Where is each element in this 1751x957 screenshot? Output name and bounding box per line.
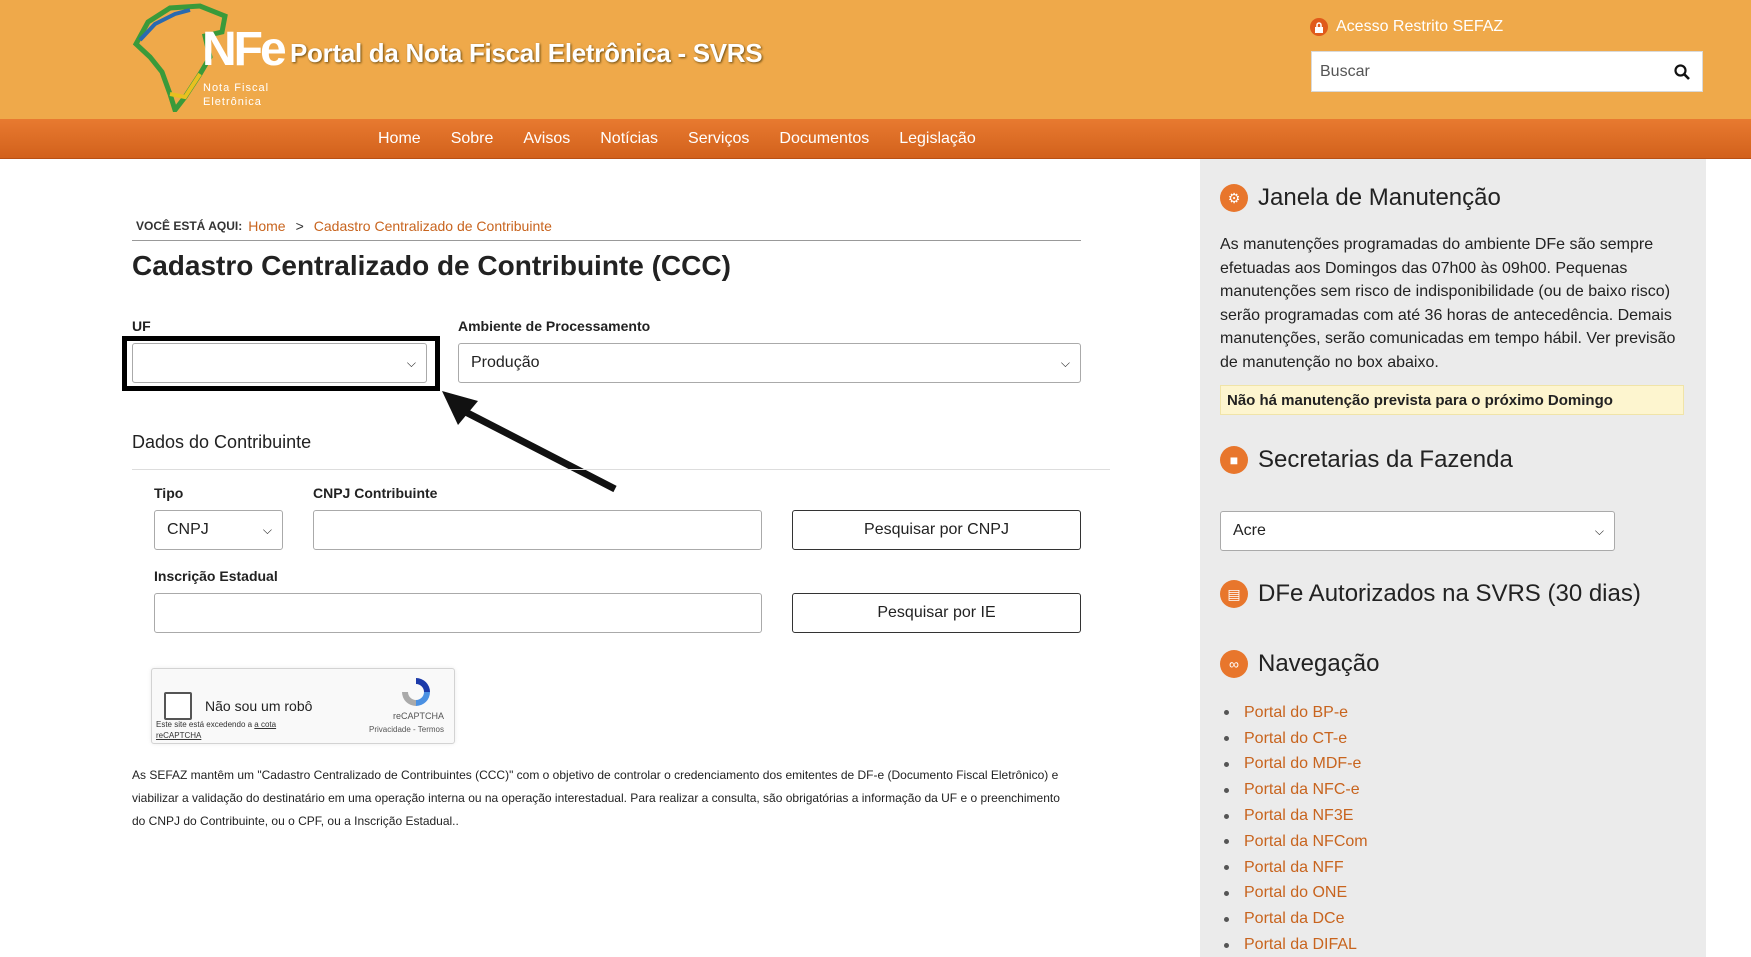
gear-icon: ⚙ <box>1220 184 1248 212</box>
ambiente-select[interactable] <box>458 343 1081 383</box>
nav-documentos[interactable]: Documentos <box>779 130 870 147</box>
site-header <box>0 0 1751 119</box>
site-title[interactable]: Portal da Nota Fiscal Eletrônica - SVRS <box>290 38 763 68</box>
secretarias-title: Secretarias da Fazenda <box>1258 446 1513 473</box>
tipo-label: Tipo <box>154 485 184 501</box>
dfe-heading[interactable] <box>1220 580 1641 608</box>
dfe-title: DFe Autorizados na SVRS (30 dias) <box>1258 580 1641 607</box>
chevron-down-icon: ⌵ <box>1060 355 1070 370</box>
secretarias-heading <box>1220 446 1513 474</box>
portal-one-link[interactable]: Portal do ONE <box>1244 884 1348 902</box>
link-icon: ∞ <box>1220 650 1248 678</box>
ambiente-select-value: Produção <box>471 354 540 371</box>
recaptcha-logo-icon <box>398 675 434 709</box>
search-cnpj-button[interactable]: Pesquisar por CNPJ <box>792 510 1081 550</box>
logo-subtitle-1: Nota Fiscal <box>203 82 270 94</box>
nav-sobre[interactable]: Sobre <box>450 130 494 147</box>
section-divider <box>132 469 1110 470</box>
list-item <box>1224 777 1368 803</box>
cnpj-label: CNPJ Contribuinte <box>313 485 438 501</box>
maintenance-note: Não há manutenção prevista para o próximo Domingo <box>1220 385 1684 415</box>
maintenance-title: Janela de Manutenção <box>1258 184 1501 211</box>
tipo-select[interactable] <box>154 510 283 550</box>
list-item <box>1224 726 1368 752</box>
tipo-select-value: CNPJ <box>167 521 209 538</box>
maintenance-heading <box>1220 184 1501 212</box>
search-ie-button[interactable]: Pesquisar por IE <box>792 593 1081 633</box>
portal-cte-link[interactable]: Portal do CT-e <box>1244 729 1348 747</box>
nav-servicos[interactable]: Serviços <box>688 130 750 147</box>
breadcrumb-home-link[interactable]: Home <box>248 218 286 234</box>
restricted-access-link[interactable] <box>1310 18 1503 36</box>
nav-avisos[interactable]: Avisos <box>523 130 571 147</box>
document-icon: ▤ <box>1220 580 1248 608</box>
portal-nfce-link[interactable]: Portal da NFC-e <box>1244 781 1360 799</box>
list-item <box>1224 752 1368 778</box>
ccc-description: As SEFAZ mantêm um "Cadastro Centralizado de Contribuintes (CCC)" com o objetivo de controlar o credenciamento dos emitentes de DF-e (Documento Fiscal Eletrônico) e viabilizar a validação do destinatário em uma operação interna ou na operação interestadual. Para realizar a consulta, são obrigatórias a informação da UF e o preenchimento do CNPJ do Contribuinte, ou o CPF, ou a Inscrição Estadual.. <box>132 768 1060 828</box>
portal-nff-link[interactable]: Portal da NFF <box>1244 858 1344 876</box>
maintenance-text: As manutenções programadas do ambiente DFe são sempre efetuadas aos Domingos das 07h00 às 09h00. Pequenas manutenções sem risco de indisponibilidade (ou de baixo risco) serão programadas com até 36 horas de antecedência. Demais manutenções, serão comunicadas em tempo hábil. Ver previsão de manutenção no box abaixo. <box>1220 236 1676 371</box>
portal-nf3e-link[interactable]: Portal da NF3E <box>1244 807 1354 825</box>
navegacao-title: Navegação <box>1258 650 1380 677</box>
search-icon <box>1674 64 1690 80</box>
recaptcha-label: Não sou um robô <box>205 698 313 714</box>
portal-mdfe-link[interactable]: Portal do MDF-e <box>1244 755 1362 773</box>
recaptcha-warning-text: Este site está excedendo a <box>156 720 253 729</box>
secretarias-select-value: Acre <box>1233 522 1266 539</box>
recaptcha-widget <box>151 668 455 744</box>
list-item <box>1224 700 1368 726</box>
breadcrumb <box>136 218 552 234</box>
page-title: Cadastro Centralizado de Contribuinte (CCC) <box>132 250 731 281</box>
list-item <box>1224 932 1368 957</box>
chevron-down-icon: ⌵ <box>262 522 272 537</box>
ambiente-label: Ambiente de Processamento <box>458 318 651 334</box>
navegacao-heading <box>1220 650 1379 678</box>
main-nav <box>0 119 1751 159</box>
ie-input[interactable] <box>154 593 762 633</box>
list-item <box>1224 906 1368 932</box>
breadcrumb-separator: > <box>295 218 304 234</box>
logo-subtitle-2: Eletrônica <box>203 96 262 108</box>
cnpj-input[interactable] <box>313 510 762 550</box>
portal-dce-link[interactable]: Portal da DCe <box>1244 910 1345 928</box>
lock-icon <box>1310 18 1328 36</box>
recaptcha-warning <box>156 719 286 741</box>
secretarias-select[interactable] <box>1220 511 1615 551</box>
breadcrumb-current[interactable]: Cadastro Centralizado de Contribuinte <box>313 218 552 234</box>
recaptcha-quota-link[interactable]: a cota reCAPTCHA <box>156 720 277 740</box>
logo-wordmark: NFe <box>202 23 284 76</box>
annotation-arrow-icon <box>430 385 630 495</box>
recaptcha-terms-link[interactable]: Privacidade - Termos <box>369 725 444 734</box>
search-box <box>1311 51 1703 92</box>
navegacao-list <box>1224 700 1368 957</box>
building-icon: ■ <box>1220 446 1248 474</box>
highlight-annotation-box <box>122 336 440 391</box>
recaptcha-brand: reCAPTCHA <box>392 711 444 721</box>
ie-label: Inscrição Estadual <box>154 568 278 584</box>
portal-nfcom-link[interactable]: Portal da NFCom <box>1244 832 1368 850</box>
search-input[interactable] <box>1312 52 1662 91</box>
breadcrumb-divider <box>132 240 1081 241</box>
recaptcha-checkbox[interactable] <box>164 692 192 720</box>
portal-difal-link[interactable]: Portal da DIFAL <box>1244 936 1357 954</box>
list-item <box>1224 829 1368 855</box>
list-item <box>1224 881 1368 907</box>
search-button[interactable] <box>1662 52 1702 91</box>
section-title-dados: Dados do Contribuinte <box>132 432 312 452</box>
nav-legislacao[interactable]: Legislação <box>899 130 976 147</box>
chevron-down-icon: ⌵ <box>406 355 416 370</box>
chevron-down-icon: ⌵ <box>1594 523 1604 538</box>
sidebar-edge <box>1706 159 1751 957</box>
breadcrumb-prefix: VOCÊ ESTÁ AQUI: <box>136 219 243 233</box>
list-item <box>1224 855 1368 881</box>
nav-noticias[interactable]: Notícias <box>600 130 659 147</box>
restricted-access-label: Acesso Restrito SEFAZ <box>1336 18 1504 35</box>
portal-bpe-link[interactable]: Portal do BP-e <box>1244 703 1349 721</box>
nav-home[interactable]: Home <box>378 130 421 147</box>
list-item <box>1224 803 1368 829</box>
uf-label: UF <box>132 318 151 334</box>
